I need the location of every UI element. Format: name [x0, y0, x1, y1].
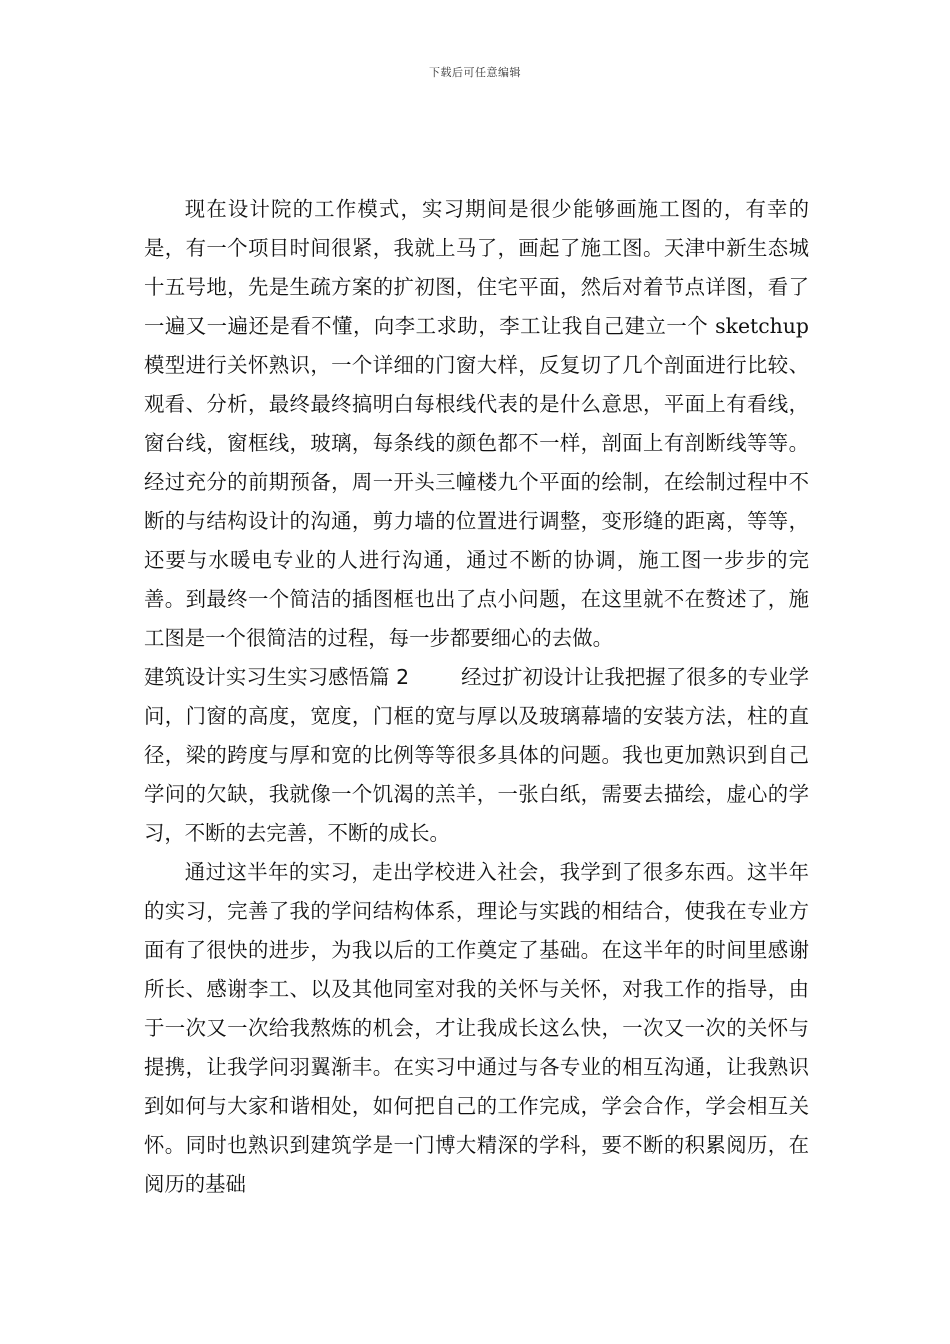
page-header: 下载后可任意编辑: [429, 66, 521, 79]
document-body: [144, 190, 809, 1204]
paragraph-2-body: 经过扩初设计让我把握了很多的专业学问，门窗的高度，宽度，门框的宽与厚以及玻璃幕墙的安装方法，柱的直径，梁的跨度与厚和宽的比例等等很多具体的问题。我也更加熟识到自己学问的欠缺，我就像一个饥渴的羔羊，一张白纸，需要去描绘，虚心的学习，不断的去完善，不断的成长。: [144, 665, 809, 845]
section-heading: 建筑设计实习生实习感悟篇 2: [144, 665, 410, 689]
paragraph-3: 通过这半年的实习，走出学校进入社会，我学到了很多东西。这半年的实习，完善了我的学问结构体系，理论与实践的相结合，使我在专业方面有了很快的进步，为我以后的工作奠定了基础。在这半年的时间里感谢所长、感谢李工、以及其他同室对我的关怀与关怀，对我工作的指导，由于一次又一次给我熬炼的机会，才让我成长这么快，一次又一次的关怀与提携，让我学问羽翼渐丰。在实习中通过与各专业的相互沟通，让我熟识到如何与大家和谐相处，如何把自己的工作完成，学会合作，学会相互关怀。同时也熟识到建筑学是一门博大精深的学科，要不断的积累阅历，在阅历的基础: [144, 860, 809, 1196]
paragraph-2: [144, 658, 809, 853]
paragraph-1: 现在设计院的工作模式，实习期间是很少能够画施工图的，有幸的是，有一个项目时间很紧，我就上马了，画起了施工图。天津中新生态城十五号地，先是生疏方案的扩初图，住宅平面，然后对着节点详图，看了一遍又一遍还是看不懂，向李工求助，李工让我自己建立一个 sketchup 模型进行关怀熟识，一个详细的门窗大样，反复切了几个剖面进行比较、观看、分析，最终最终搞明白每根线代表的是什么意思，平面上有看线，窗台线，窗框线，玻璃，每条线的颜色都不一样，剖面上有剖断线等等。经过充分的前期预备，周一开头三幢楼九个平面的绘制，在绘制过程中不断的与结构设计的沟通，剪力墙的位置进行调整，变形缝的距离，等等，还要与水暖电专业的人进行沟通，通过不断的协调，施工图一步步的完善。到最终一个简洁的插图框也出了点小问题，在这里就不在赘述了，施工图是一个很简洁的过程，每一步都要细心的去做。: [144, 197, 809, 650]
